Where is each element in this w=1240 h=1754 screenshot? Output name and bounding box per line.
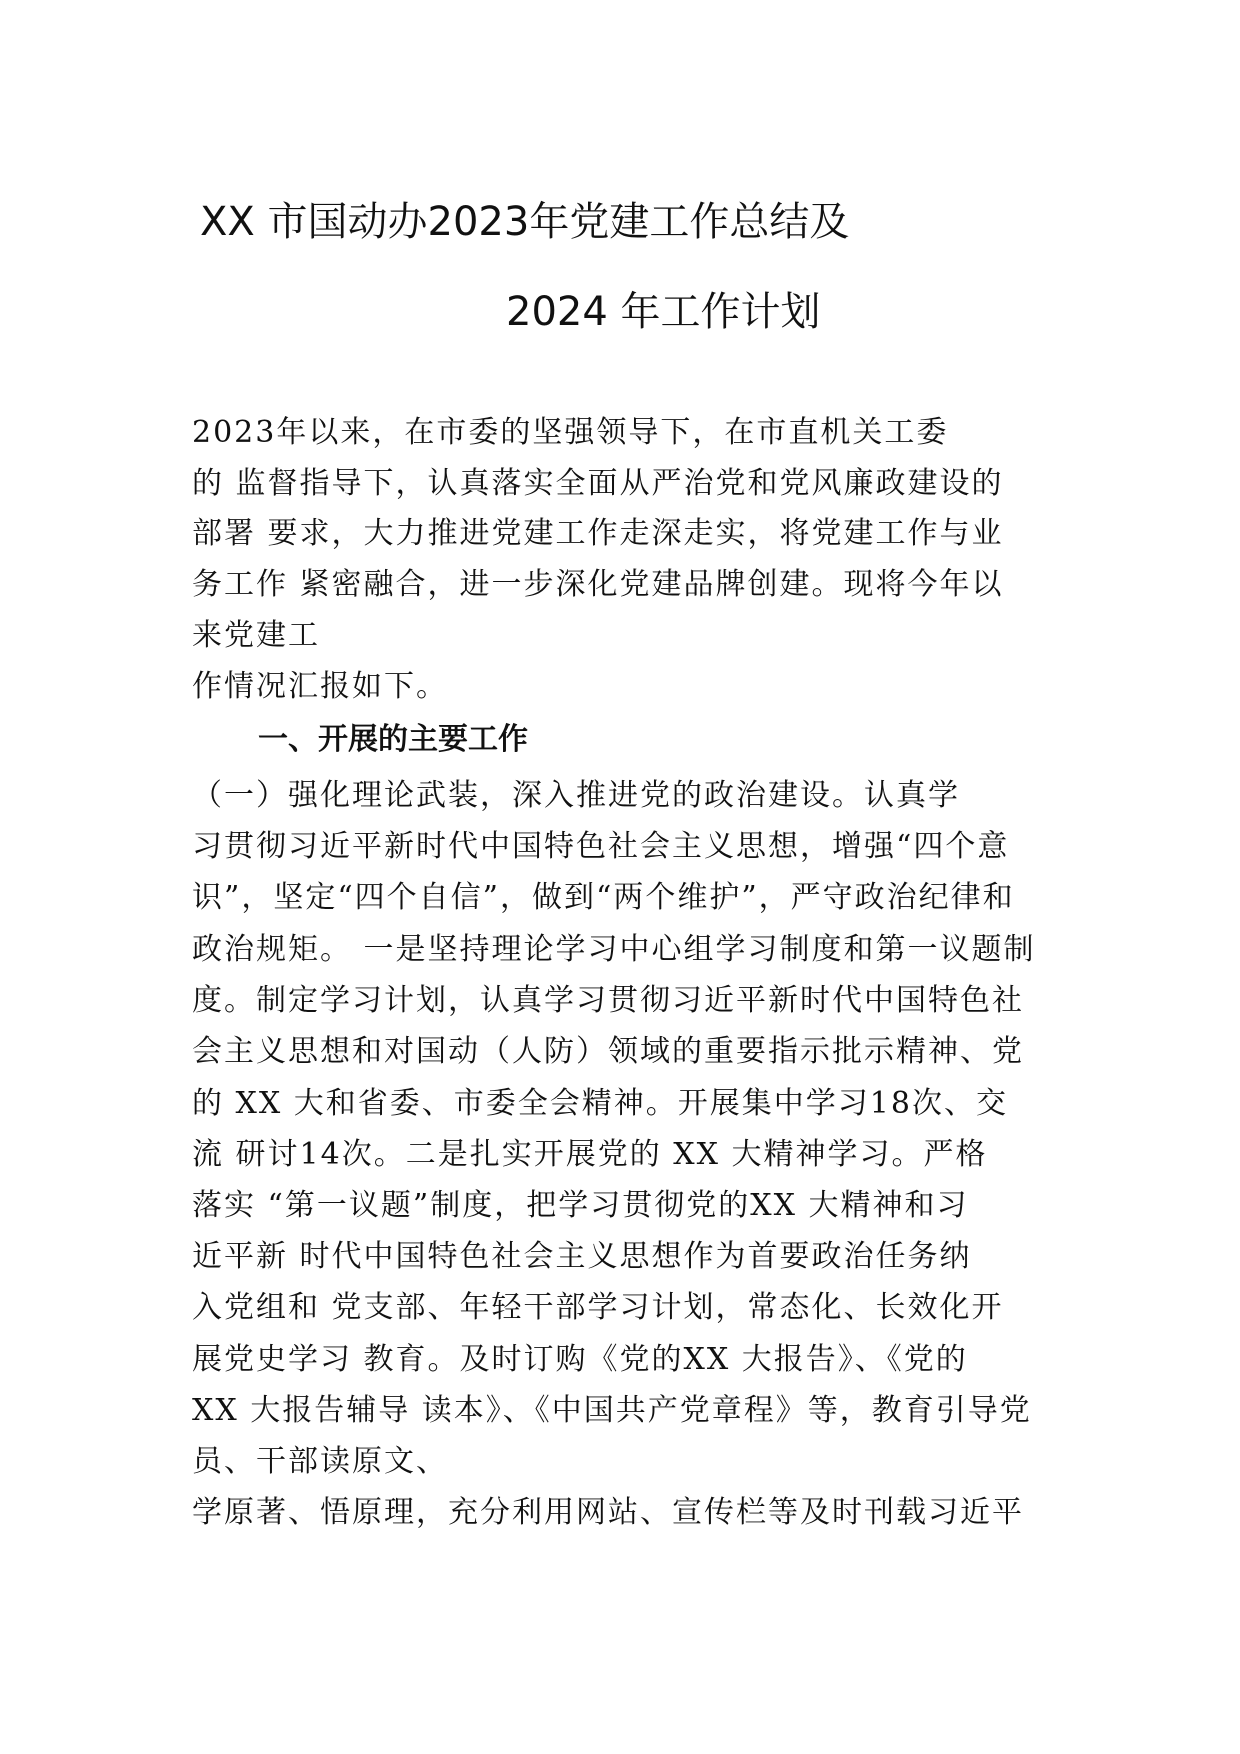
section-heading: 一、开展的主要工作 (258, 722, 528, 757)
paragraph-line: 流 研讨14次。二是扎实开展党的 XX 大精神学习。严格 (192, 1137, 988, 1172)
paragraph-line: 近平新 时代中国特色社会主义思想作为首要政治任务纳 (192, 1239, 972, 1274)
paragraph-line: （一）强化理论武装，深入推进党的政治建设。认真学 (192, 778, 960, 813)
paragraph-line: 识”，坚定“四个自信”，做到“两个维护”，严守政治纪律和 (192, 880, 1015, 915)
paragraph-line: XX 大报告辅导 读本》、《中国共产党章程》等，教育引导党 (192, 1393, 1032, 1428)
paragraph-line: 的 XX 大和省委、市委全会精神。开展集中学习18次、交 (192, 1086, 1008, 1121)
document-title-line-1: XX 市国动办2023年党建工作总结及 (200, 199, 850, 245)
paragraph-line: 习贯彻习近平新时代中国特色社会主义思想，增强“四个意 (192, 829, 1010, 864)
paragraph-line: 的 监督指导下，认真落实全面从严治党和党风廉政建设的 (192, 466, 1004, 501)
paragraph-line: 学原著、悟原理，充分利用网站、宣传栏等及时刊载习近平 (192, 1495, 1024, 1530)
paragraph-line: 度。制定学习计划，认真学习贯彻习近平新时代中国特色社 (192, 983, 1024, 1018)
paragraph-line: 落实 “第一议题”制度，把学习贯彻党的XX 大精神和习 (192, 1188, 969, 1223)
paragraph-line: 部署 要求，大力推进党建工作走深走实，将党建工作与业 (192, 516, 1004, 551)
paragraph-line: 2023年以来，在市委的坚强领导下，在市直机关工委 (192, 415, 949, 450)
document-title-line-2: 2024 年工作计划 (506, 289, 821, 335)
paragraph-line: 来党建工 (192, 618, 320, 653)
paragraph-line: 员、干部读原文、 (192, 1444, 448, 1479)
paragraph-line: 入党组和 党支部、年轻干部学习计划，常态化、长效化开 (192, 1290, 1004, 1325)
paragraph-line: 会主义思想和对国动（人防）领域的重要指示批示精神、党 (192, 1034, 1024, 1069)
paragraph-line: 作情况汇报如下。 (192, 669, 448, 704)
paragraph-line: 政治规矩。 一是坚持理论学习中心组学习制度和第一议题制 (192, 932, 1036, 967)
paragraph-line: 务工作 紧密融合，进一步深化党建品牌创建。现将今年以 (192, 567, 1004, 602)
paragraph-line: 展党史学习 教育。及时订购《党的XX 大报告》、《党的 (192, 1342, 968, 1377)
